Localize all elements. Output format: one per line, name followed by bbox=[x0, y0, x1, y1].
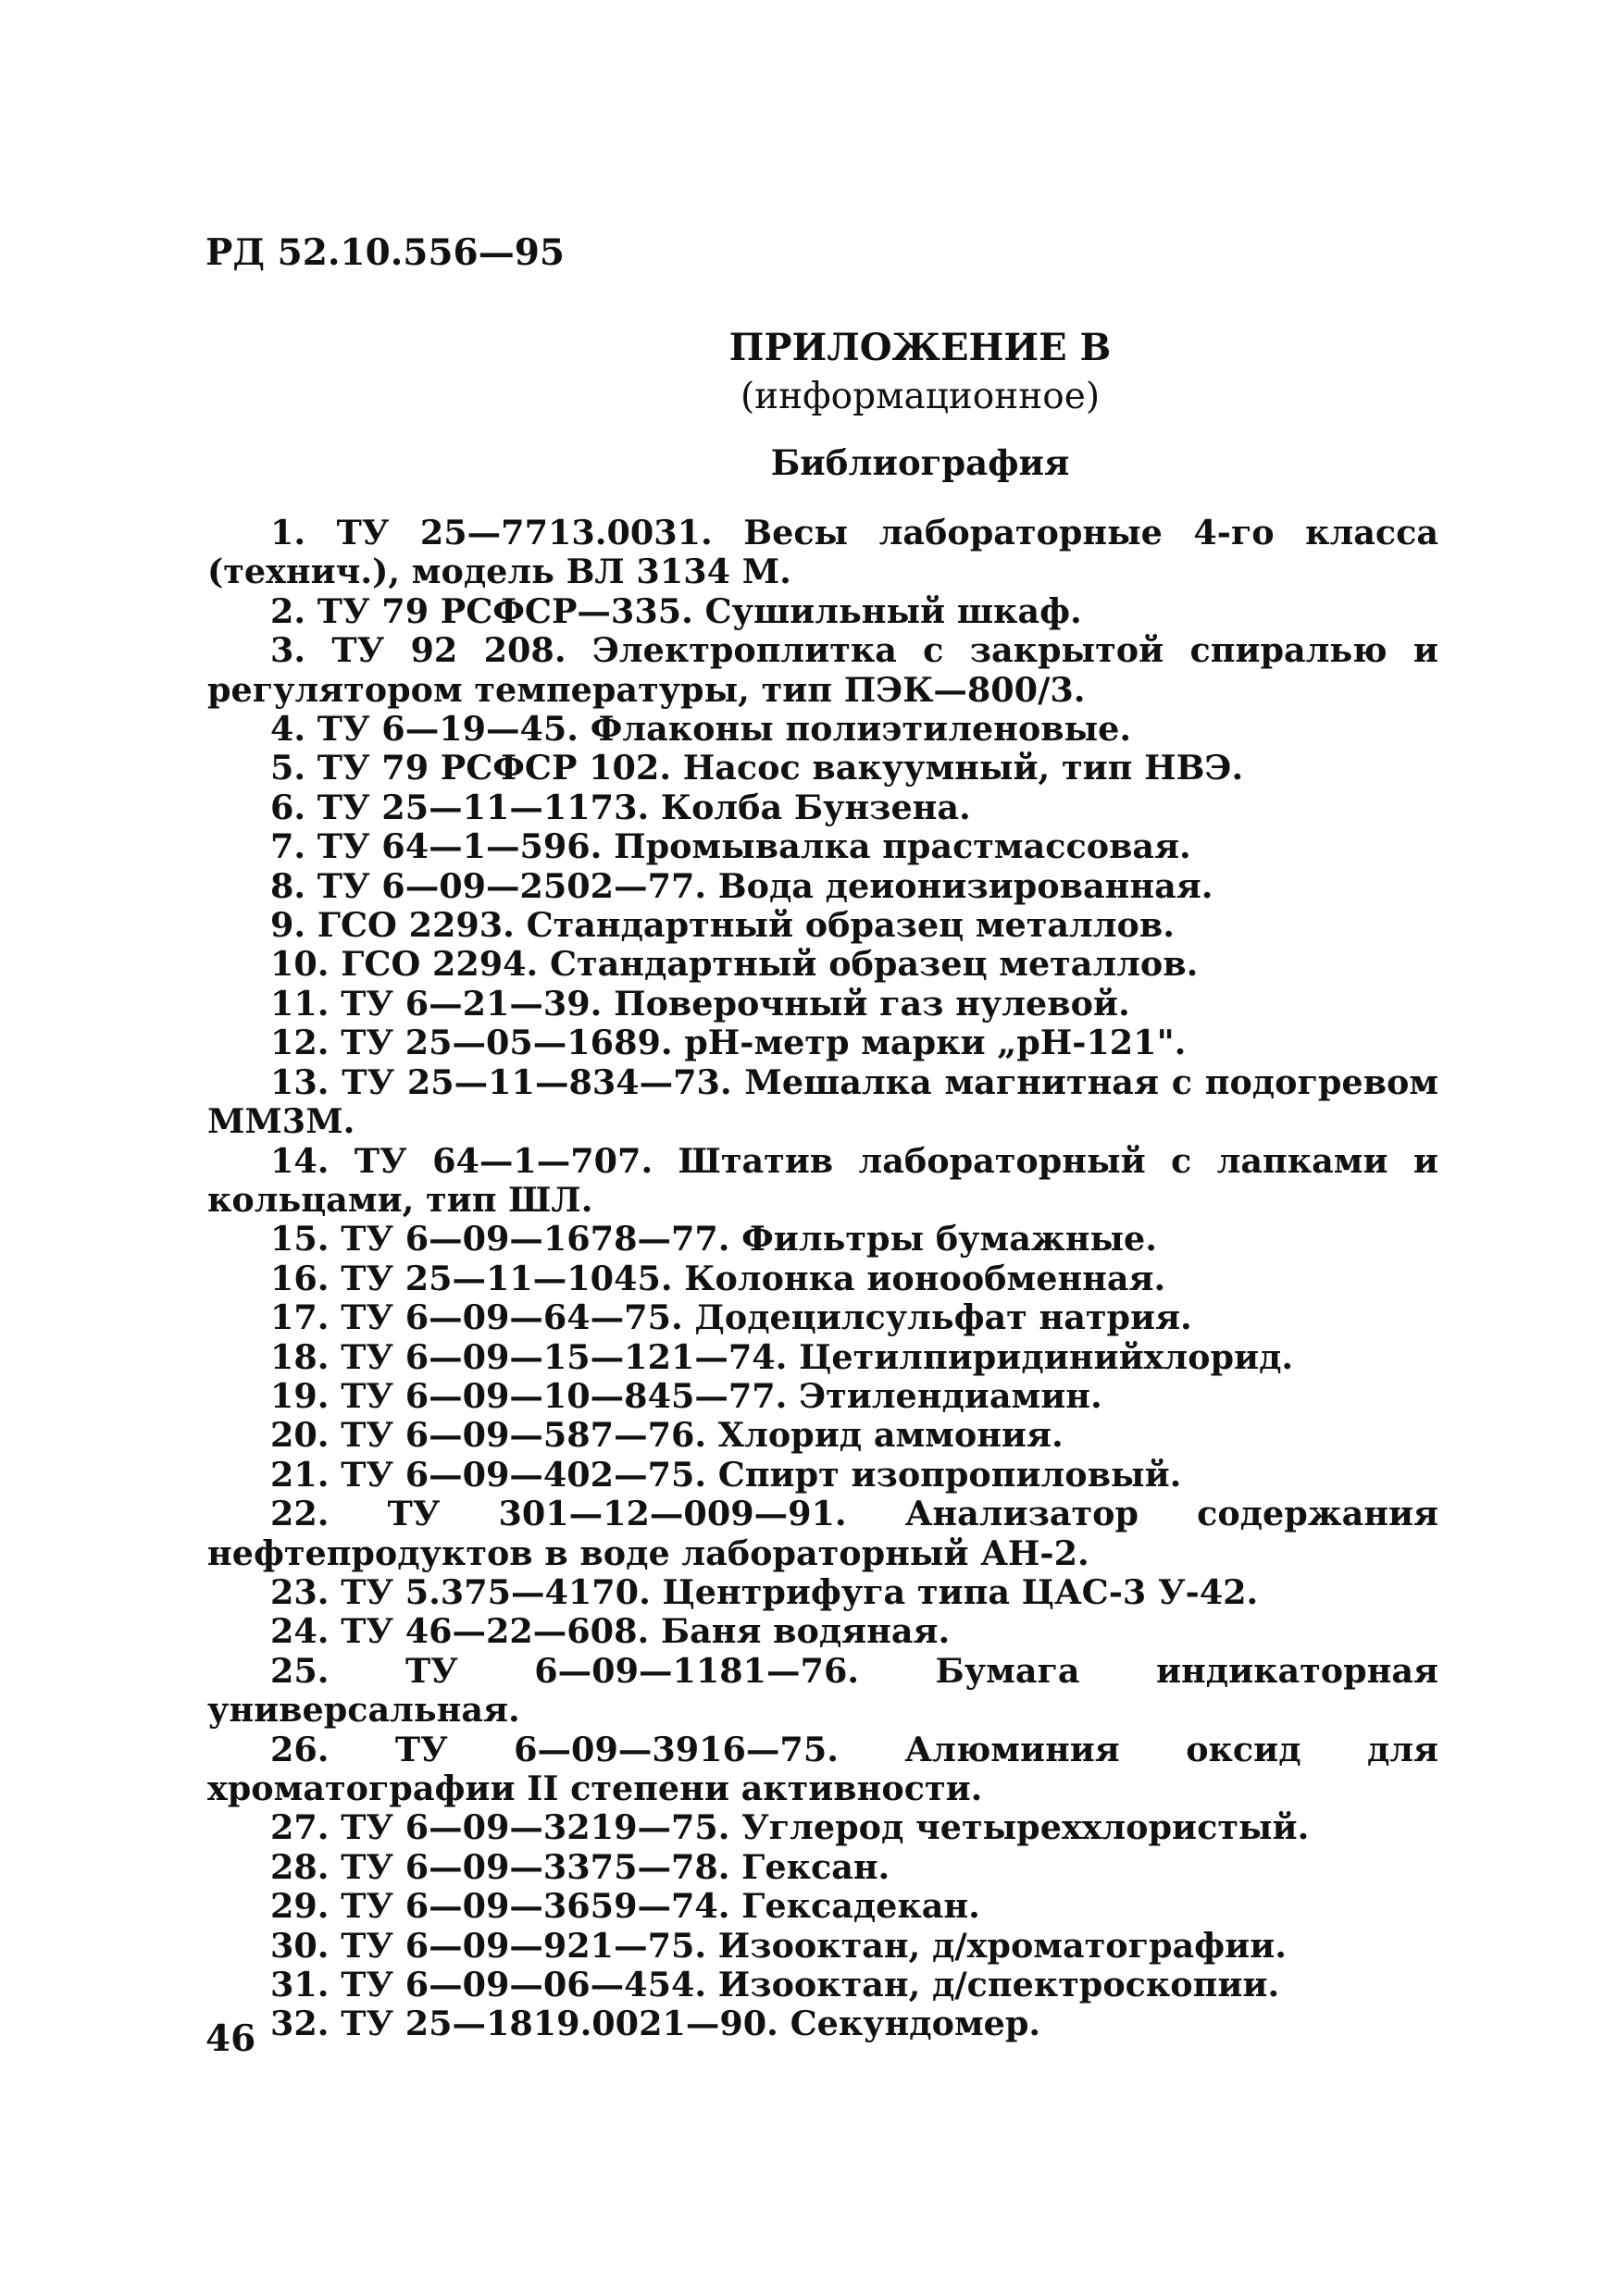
bibliography-item: 29. ТУ 6—09—3659—74. Гексадекан. bbox=[270, 1886, 980, 1927]
appendix-note: (информационное) bbox=[740, 376, 1101, 417]
bibliography-item: 4. ТУ 6—19—45. Флаконы полиэтиленовые. bbox=[270, 709, 1132, 750]
bibliography-item: 19. ТУ 6—09—10—845—77. Этилендиамин. bbox=[270, 1375, 1102, 1416]
bibliography-item: 6. ТУ 25—11—1173. Колба Бунзена. bbox=[270, 787, 971, 827]
bibliography-item: 26. ТУ 6—09—3916—75. Алюминия оксид для хроматографии II степени активности. bbox=[207, 1729, 1438, 1808]
bibliography-item: 16. ТУ 25—11—1045. Колонка ионообменная. bbox=[270, 1258, 1166, 1298]
bibliography-item: 13. ТУ 25—11—834—73. Мешалка магнитная с подогревом ММ3М. bbox=[207, 1061, 1438, 1142]
bibliography-list bbox=[207, 514, 1438, 2044]
page-number: 46 bbox=[205, 2017, 256, 2060]
bibliography-title: Библиография bbox=[770, 442, 1070, 483]
bibliography-item: 24. ТУ 46—22—608. Баня водяная. bbox=[270, 1611, 951, 1652]
bibliography-item: 8. ТУ 6—09—2502—77. Вода деионизированная. bbox=[270, 865, 1214, 906]
bibliography-item: 9. ГСО 2293. Стандартный образец металлов. bbox=[270, 905, 1175, 946]
appendix-title: ПРИЛОЖЕНИЕ В bbox=[728, 326, 1112, 369]
bibliography-item: 25. ТУ 6—09—1181—76. Бумага индикаторная универсальная. bbox=[207, 1650, 1438, 1731]
bibliography-item: 27. ТУ 6—09—3219—75. Углерод четыреххлористый. bbox=[270, 1807, 1310, 1848]
bibliography-item: 1. ТУ 25—7713.0031. Весы лабораторные 4-го класса (технич.), модель ВЛ 3134 М. bbox=[207, 513, 1438, 592]
bibliography-item: 14. ТУ 64—1—707. Штатив лабораторный с лапками и кольцами, тип ШЛ. bbox=[207, 1140, 1438, 1220]
bibliography-item: 11. ТУ 6—21—39. Поверочный газ нулевой. bbox=[270, 983, 1130, 1024]
bibliography-item: 10. ГСО 2294. Стандартный образец металлов. bbox=[270, 944, 1199, 985]
bibliography-item: 23. ТУ 5.375—4170. Центрифуга типа ЦАС-3 У-42. bbox=[270, 1571, 1259, 1612]
bibliography-item: 2. ТУ 79 РСФСР—335. Сушильный шкаф. bbox=[270, 590, 1082, 631]
bibliography-item: 20. ТУ 6—09—587—76. Хлорид аммония. bbox=[270, 1415, 1064, 1456]
bibliography-item: 32. ТУ 25—1819.0021—90. Секундомер. bbox=[270, 2004, 1041, 2044]
document-code: РД 52.10.556—95 bbox=[205, 231, 565, 274]
bibliography-item: 17. ТУ 6—09—64—75. Додецилсульфат натрия. bbox=[270, 1297, 1192, 1338]
bibliography-item: 3. ТУ 92 208. Электроплитка с закрытой спиралью и регулятором температуры, тип ПЭК—800/3. bbox=[207, 630, 1438, 710]
bibliography-item: 31. ТУ 6—09—06—454. Изооктан, д/спектроскопии. bbox=[270, 1965, 1280, 2005]
bibliography-item: 5. ТУ 79 РСФСР 102. Насос вакуумный, тип НВЭ. bbox=[270, 748, 1244, 788]
bibliography-item: 18. ТУ 6—09—15—121—74. Цетилпиридинийхлорид. bbox=[270, 1336, 1294, 1377]
bibliography-item: 22. ТУ 301—12—009—91. Анализатор содержания нефтепродуктов в воде лабораторный АН-2. bbox=[207, 1494, 1438, 1573]
bibliography-item: 15. ТУ 6—09—1678—77. Фильтры бумажные. bbox=[270, 1219, 1157, 1260]
bibliography-item: 12. ТУ 25—05—1689. pH-метр марки „pH-121". bbox=[270, 1023, 1187, 1063]
bibliography-item: 7. ТУ 64—1—596. Промывалка прастмассовая. bbox=[270, 826, 1191, 867]
bibliography-item: 21. ТУ 6—09—402—75. Спирт изопропиловый. bbox=[270, 1454, 1182, 1495]
bibliography-item: 28. ТУ 6—09—3375—78. Гексан. bbox=[270, 1846, 890, 1887]
bibliography-item: 30. ТУ 6—09—921—75. Изооктан, д/хроматографии. bbox=[270, 1925, 1287, 1966]
